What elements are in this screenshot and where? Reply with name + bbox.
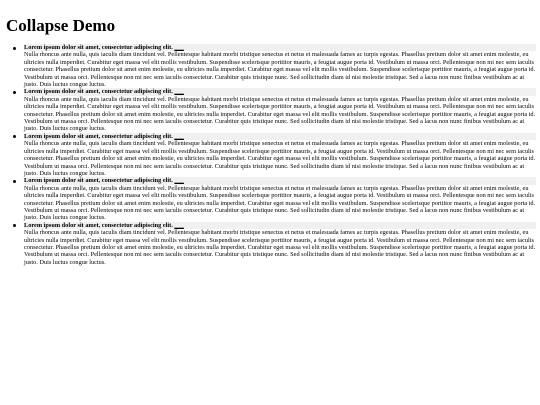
page-title: Collapse Demo	[6, 16, 116, 35]
collapse-header	[24, 88, 536, 95]
collapse-heading: Lorem ipsum dolor sit amet, consectetur adipiscing elit.	[24, 132, 173, 140]
collapse-toggle[interactable]: ___	[174, 221, 184, 229]
collapse-toggle[interactable]: ___	[174, 44, 184, 51]
collapse-body: Nulla rhoncus ante nulla, quis iaculis diam tincidunt vel. Pellentesque habitant morbi tristique senectus et netus et malesuada fames ac turpis egestas. Phasellus pretium dolor sit amet enim molestie, eu ultricies nulla imperdiet. Curabitur eget massa vel elit mollis vestibulum. Suspendisse scelerisque porttitor mauris, a feugiat augue porta id. Vestibulum ut massa orci. Pellentesque non mi nec sem iaculis consectetur. Phasellus pretium dolor sit amet enim molestie, eu ultricies nulla imperdiet. Curabitur eget massa vel elit mollis vestibulum. Suspendisse scelerisque porttitor mauris, a feugiat augue porta id. Vestibulum ut massa orci. Pellentesque non mi nec sem iaculis consectetur. Curabitur quis tristique nunc. Sed sollicitudin diam id nisi molestie tristique. Sed a lacus non nunc finibus vestibulum ac at justo. Duis luctus congue luctus.	[24, 184, 536, 222]
collapse-body: Nulla rhoncus ante nulla, quis iaculis diam tincidunt vel. Pellentesque habitant morbi tristique senectus et netus et malesuada fames ac turpis egestas. Phasellus pretium dolor sit amet enim molestie, eu ultricies nulla imperdiet. Curabitur eget massa vel elit mollis vestibulum. Suspendisse scelerisque porttitor mauris, a feugiat augue porta id. Vestibulum ut massa orci. Pellentesque non mi nec sem iaculis consectetur. Phasellus pretium dolor sit amet enim molestie, eu ultricies nulla imperdiet. Curabitur eget massa vel elit mollis vestibulum. Suspendisse scelerisque porttitor mauris, a feugiat augue porta id. Vestibulum ut massa orci. Pellentesque non mi nec sem iaculis consectetur. Curabitur quis tristique nunc. Sed sollicitudin diam id nisi molestie tristique. Sed a lacus non nunc finibus vestibulum ac at justo. Duis luctus congue luctus.	[24, 51, 536, 89]
collapse-heading: Lorem ipsum dolor sit amet, consectetur adipiscing elit.	[24, 221, 173, 229]
collapse-header	[24, 222, 536, 229]
collapse-item	[24, 222, 536, 266]
collapse-item	[24, 133, 536, 177]
collapse-header	[24, 44, 536, 51]
collapse-heading: Lorem ipsum dolor sit amet, consectetur adipiscing elit.	[24, 88, 173, 96]
collapse-body: Nulla rhoncus ante nulla, quis iaculis diam tincidunt vel. Pellentesque habitant morbi tristique senectus et netus et malesuada fames ac turpis egestas. Phasellus pretium dolor sit amet enim molestie, eu ultricies nulla imperdiet. Curabitur eget massa vel elit mollis vestibulum. Suspendisse scelerisque porttitor mauris, a feugiat augue porta id. Vestibulum ut massa orci. Pellentesque non mi nec sem iaculis consectetur. Phasellus pretium dolor sit amet enim molestie, eu ultricies nulla imperdiet. Curabitur eget massa vel elit mollis vestibulum. Suspendisse scelerisque porttitor mauris, a feugiat augue porta id. Vestibulum ut massa orci. Pellentesque non mi nec sem iaculis consectetur. Curabitur quis tristique nunc. Sed sollicitudin diam id nisi molestie tristique. Sed a lacus non nunc finibus vestibulum ac at justo. Duis luctus congue luctus.	[24, 95, 536, 133]
collapse-list	[6, 44, 536, 266]
collapse-body: Nulla rhoncus ante nulla, quis iaculis diam tincidunt vel. Pellentesque habitant morbi tristique senectus et netus et malesuada fames ac turpis egestas. Phasellus pretium dolor sit amet enim molestie, eu ultricies nulla imperdiet. Curabitur eget massa vel elit mollis vestibulum. Suspendisse scelerisque porttitor mauris, a feugiat augue porta id. Vestibulum ut massa orci. Pellentesque non mi nec sem iaculis consectetur. Phasellus pretium dolor sit amet enim molestie, eu ultricies nulla imperdiet. Curabitur eget massa vel elit mollis vestibulum. Suspendisse scelerisque porttitor mauris, a feugiat augue porta id. Vestibulum ut massa orci. Pellentesque non mi nec sem iaculis consectetur. Curabitur quis tristique nunc. Sed sollicitudin diam id nisi molestie tristique. Sed a lacus non nunc finibus vestibulum ac at justo. Duis luctus congue luctus.	[24, 140, 536, 177]
collapse-toggle[interactable]: ___	[174, 88, 184, 96]
collapse-header	[24, 133, 536, 140]
collapse-heading: Lorem ipsum dolor sit amet, consectetur adipiscing elit.	[24, 177, 173, 185]
collapse-item	[24, 44, 536, 88]
collapse-toggle[interactable]: ___	[174, 177, 184, 185]
collapse-header	[24, 177, 536, 184]
collapse-item	[24, 88, 536, 132]
collapse-heading: Lorem ipsum dolor sit amet, consectetur adipiscing elit.	[24, 44, 173, 51]
collapse-toggle[interactable]: ___	[174, 132, 184, 140]
collapse-body: Nulla rhoncus ante nulla, quis iaculis diam tincidunt vel. Pellentesque habitant morbi tristique senectus et netus et malesuada fames ac turpis egestas. Phasellus pretium dolor sit amet enim molestie, eu ultricies nulla imperdiet. Curabitur eget massa vel elit mollis vestibulum. Suspendisse scelerisque porttitor mauris, a feugiat augue porta id. Vestibulum ut massa orci. Pellentesque non mi nec sem iaculis consectetur. Phasellus pretium dolor sit amet enim molestie, eu ultricies nulla imperdiet. Curabitur eget massa vel elit mollis vestibulum. Suspendisse scelerisque porttitor mauris, a feugiat augue porta id. Vestibulum ut massa orci. Pellentesque non mi nec sem iaculis consectetur. Curabitur quis tristique nunc. Sed sollicitudin diam id nisi molestie tristique. Sed a lacus non nunc finibus vestibulum ac at justo. Duis luctus congue luctus.	[24, 229, 536, 266]
collapse-item	[24, 177, 536, 221]
